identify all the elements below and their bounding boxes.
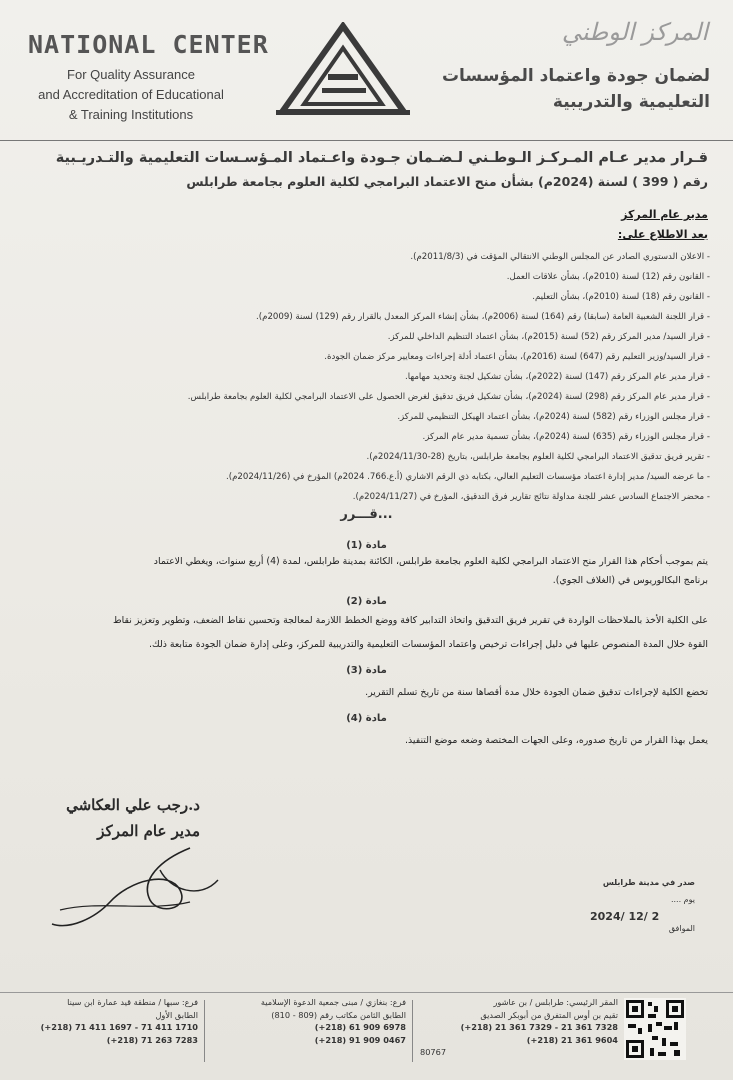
reference-item: - قرار السيد/وزير التعليم رقم (647) لسنة (2016م)، بشأن اعتماد أدلة إجراءات ومعايير مركز ضمان الجودة. (324, 352, 710, 362)
reference-item: - قرار مدير عام المركز رقم (147) لسنة (2022م)، بشأن تشكيل لجنة وتحديد مهامها. (405, 372, 710, 382)
footer-top-rule (0, 992, 733, 993)
main-office-pobox: 80767 (420, 1047, 447, 1057)
article-1-line-2: برنامج البكالوريوس في (الغلاف الجوي). (552, 575, 708, 586)
benghazi-phone-2: (+218) 91 909 0467 (314, 1034, 406, 1045)
benghazi-address: فرع: بنغازي / مبنى جمعية الدعوة الإسلامية (260, 997, 406, 1007)
sabha-floor: الطابق الأول (155, 1009, 198, 1020)
footer-benghazi-office (210, 996, 406, 1046)
issued-day: يوم .... (670, 895, 695, 904)
main-office-address: المقر الرئيسي: طرابلس / بن عاشور (493, 997, 618, 1007)
article-1-line-1: يتم بموجب أحكام هذا القرار منح الاعتماد البرامجي لكلية العلوم بجامعة طرابلس، الكائنة بمدينة طرابلس، لمدة (4) أربع سنوات، ويغطي الاعتماد (153, 556, 708, 567)
footer-divider (412, 1000, 413, 1062)
footer-main-office (420, 996, 618, 1059)
reference-item: - قرار مجلس الوزراء رقم (635) لسنة (2024م)، بشأن تسمية مدير عام المركز. (422, 432, 710, 442)
decision-number: رقم ( 399 ) لسنة (2024م) بشأن منح الاعتماد البرامجي لكلية العلوم بجامعة طرابلس (186, 174, 708, 189)
article-3-heading: مادة (3) (346, 665, 387, 676)
article-2-line-2: القوة خلال المدة المنصوص عليها في دليل إجراءات ترخيص واعتماد المؤسسات التعليمية والتدريبية للمركز، وعلى إدارة ضمان الجودة متابعة ذلك. (148, 639, 708, 650)
en-subtitle-line-3: & Training Institutions (68, 107, 194, 122)
article-4-heading: مادة (4) (346, 713, 387, 724)
article-3-line-1: تخضع الكلية لإجراءات تدقيق ضمان الجودة خلال مدة أقصاها سنة من تاريخ تسلم التقرير. (365, 687, 708, 698)
preamble-after: بعد الاطلاع على: (617, 228, 708, 241)
sabha-phone-1: (+218) 71 411 1697 - 71 411 1710 (40, 1022, 198, 1032)
preamble-heading: مدير عام المركز (621, 208, 708, 221)
handwritten-signature (40, 840, 240, 940)
footer-divider (204, 1000, 205, 1062)
sabha-address: فرع: سبها / منطقة قيد عمارة ابن سينا (67, 997, 198, 1007)
reference-item: - ما عرضه السيد/ مدير إدارة اعتماد مؤسسات التعليم العالي، بكتابه ذي الرقم الاشاري (أ.ع.766. 2024م) المؤرخ في (2024/11/26م). (226, 472, 710, 482)
benghazi-floor: الطابق الثامن مكاتب رقم (809 - 810) (271, 1009, 406, 1020)
reference-item: - القانون رقم (12) لسنة (2010م)، بشأن علاقات العمل. (506, 272, 710, 282)
issued-date: 2024/ 12/ 2 (590, 910, 660, 923)
qr-code-icon (624, 998, 686, 1060)
article-2-line-1: على الكلية الأخذ بالملاحظات الواردة في تقرير فريق التدقيق واتخاذ التدابير كافة ووضع الخطط اللازمة لمعالجة وتحسين نقاط الضعف، وتطوير وتعزيز نقاط (113, 615, 708, 626)
main-office-phone-2: (+218) 21 361 9604 (526, 1034, 618, 1045)
signatory-name: د.رجب علي العكاشي (66, 796, 200, 814)
article-1-heading: مادة (1) (346, 540, 387, 551)
sabha-phone-2: (+218) 71 263 7283 (106, 1034, 198, 1045)
reference-item: - قرار مدير عام المركز رقم (298) لسنة (2024م)، بشأن تشكيل فريق تدقيق لغرض الحصول على الاعتماد البرامجي لكلية العلوم بجامعة طرابلس. (187, 392, 710, 402)
benghazi-phone-1: (+218) 61 909 6978 (314, 1022, 406, 1032)
issued-corresponding: الموافق (668, 924, 695, 933)
article-4-line-1: يعمل بهذا القرار من تاريخ صدوره، وعلى الجهات المختصة وضعه موضع التنفيذ. (405, 735, 708, 746)
article-2-heading: مادة (2) (346, 596, 387, 607)
main-office-phone-1: (+218) 21 361 7329 - 21 361 7328 (460, 1022, 618, 1032)
ar-header-line-2: التعليمية والتدريبية (552, 92, 710, 112)
en-subtitle-line-1: For Quality Assurance (67, 67, 195, 82)
reference-item: - الاعلان الدستوري الصادر عن المجلس الوطني الانتقالي المؤقت في (2011/8/3م). (410, 252, 710, 262)
header-divider (0, 140, 733, 141)
reference-item: - قرار مجلس الوزراء رقم (582) لسنة (2024م)، بشأن اعتماد الهيكل التنظيمي للمركز. (397, 412, 710, 422)
footer-sabha-office (10, 996, 198, 1046)
reference-item: - القانون رقم (18) لسنة (2010م)، بشأن التعليم. (532, 292, 710, 302)
reference-item: - قرار السيد/ مدير المركز رقم (52) لسنة (2015م)، بشأن اعتماد التنظيم الداخلي للمركز. (387, 332, 710, 342)
reference-item: - قرار اللجنة الشعبية العامة (سابقا) رقم (164) لسنة (2006م)، بشأن إنشاء المركز المعدل بالقرار رقم (129) لسنة (2009م). (256, 312, 710, 322)
reference-item: - تقرير فريق تدقيق الاعتماد البرامجي لكلية العلوم بجامعة طرابلس، بتاريخ (28-2024/11/30م). (366, 452, 710, 462)
ar-header-line-1: لضمان جودة واعتماد المؤسسات (441, 66, 710, 86)
decision-title: قـرار مدير عـام المـركـز الـوطـني لـضـمان جـودة واعـتماد المـؤسـسات التعليمية والتـدريـبية (55, 150, 708, 166)
decides-heading: قـــرر... (340, 507, 393, 522)
main-office-street: تقيم بن أوس المتفرق من أبوبكر الصديق (480, 1009, 618, 1020)
signatory-role: مدير عام المركز (97, 822, 200, 840)
en-subtitle-line-2: and Accreditation of Educational (38, 87, 224, 102)
en-center-title: NATIONAL CENTER (28, 30, 269, 59)
issued-in-city: صدر في مدينة طرابلس (602, 878, 695, 887)
center-logo (274, 22, 412, 118)
footer (0, 990, 733, 1080)
reference-item: - محضر الاجتماع السادس عشر للجنة مداولة نتائج تقارير فرق التدقيق، المؤرخ في (2024/11/27م). (352, 492, 710, 502)
ar-center-script: المركز الوطني (561, 18, 708, 46)
